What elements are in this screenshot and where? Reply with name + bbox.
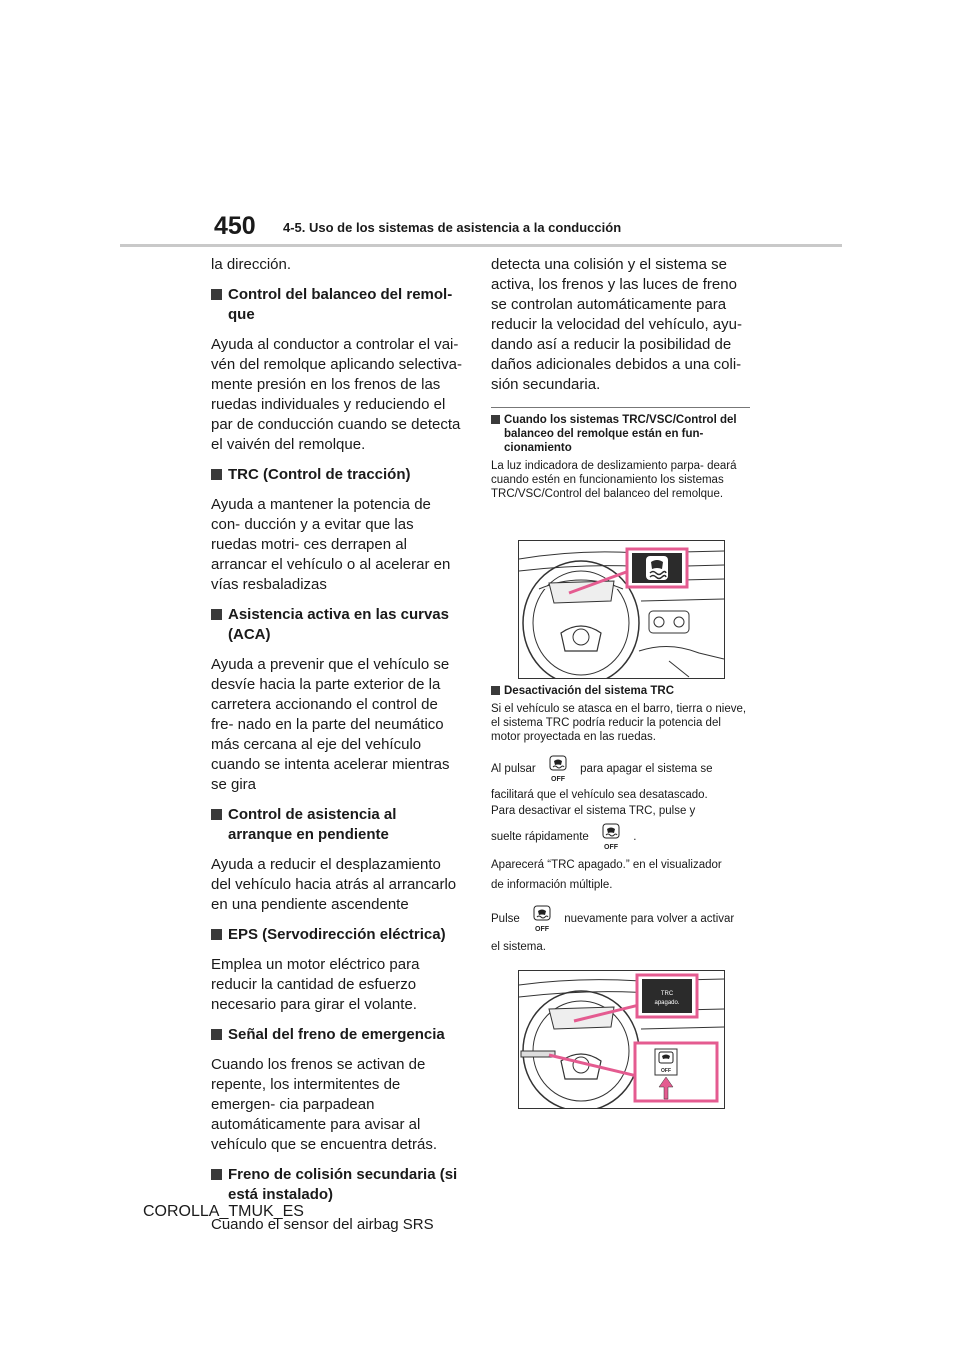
note-body: La luz indicadora de deslizamiento parpa- deará cuando estén en funcionamiento los sistemas TRC/VSC/Control del balanceo del remolque. bbox=[491, 460, 737, 500]
figure-slip-indicator bbox=[518, 540, 725, 679]
section-body: Cuando el sensor del airbag SRS bbox=[211, 1216, 434, 1233]
para-line: Para desactivar el sistema TRC, pulse y bbox=[491, 805, 696, 817]
note-heading: Cuando los sistemas TRC/VSC/Control del balanceo del remolque están en fun- cionamiento bbox=[491, 413, 753, 455]
section-heading: Control de asistencia al arranque en pendiente bbox=[211, 805, 463, 845]
section-heading: Freno de colisión secundaria (si está instalado) bbox=[211, 1165, 463, 1205]
document-code: COROLLA_TMUK_ES bbox=[143, 1203, 304, 1220]
section-heading: Control del balanceo del remol- que bbox=[211, 285, 463, 325]
section-heading: EPS (Servodirección eléctrica) bbox=[211, 925, 463, 945]
note-trc-operating bbox=[491, 413, 753, 501]
note-body: Si el vehículo se atasca en el barro, tierra o nieve, el sistema TRC podría reducir la potencia del motor proyectada en las ruedas. bbox=[491, 703, 747, 743]
pulse-line bbox=[491, 905, 734, 933]
suelte-text-before: suelte rápidamente bbox=[491, 831, 589, 844]
note-heading: Desactivación del sistema TRC bbox=[491, 684, 753, 698]
continuation-text: detecta una colisión y el sistema se activa, los frenos y las luces de freno se controlan automáticamente para reducir la velocidad del vehículo, ayu- dando así a reducir la posibilidad de daños adicionales debidos a una coli- sión secundaria. bbox=[491, 256, 742, 393]
section-heading: TRC (Control de tracción) bbox=[211, 465, 463, 485]
trc-off-button-icon bbox=[600, 823, 622, 851]
section-heading: Señal del freno de emergencia bbox=[211, 1025, 463, 1045]
figure-trc-off-display bbox=[518, 970, 725, 1109]
left-column bbox=[211, 255, 463, 1245]
section-title: 4-5. Uso de los sistemas de asistencia a la conducción bbox=[283, 220, 622, 235]
off-label: OFF bbox=[604, 844, 619, 851]
sistema-line: el sistema. bbox=[491, 941, 546, 953]
right-column-continuation bbox=[491, 255, 753, 395]
facilitara-line: facilitará que el vehículo sea desatascado. bbox=[491, 789, 708, 801]
suelte-line bbox=[491, 823, 636, 851]
section-body: Ayuda a mantener la potencia de con- ducción y a evitar que las ruedas motri- ces derrapen al arrancar el vehículo o al acelerar en vías resbaladizas bbox=[211, 496, 451, 593]
section-body: Emplea un motor eléctrico para reducir la cantidad de esfuerzo necesario para girar el volante. bbox=[211, 956, 420, 1013]
pulsar-text-before: Al pulsar bbox=[491, 763, 536, 776]
off-label: OFF bbox=[534, 926, 549, 933]
section-body: Ayuda a reducir el desplazamiento del vehículo hacia atrás al arrancarlo en una pendiente ascendente bbox=[211, 856, 457, 913]
note-trc-deactivation bbox=[491, 684, 753, 744]
display-line2: apagado. bbox=[654, 1000, 680, 1006]
pulse-text-after: nuevamente para volver a activar bbox=[564, 913, 735, 926]
note-divider bbox=[491, 407, 750, 408]
aparecera-line: Aparecerá “TRC apagado.” en el visualizador bbox=[491, 859, 722, 871]
off-label: OFF bbox=[661, 1068, 671, 1074]
section-heading: Asistencia activa en las curvas (ACA) bbox=[211, 605, 463, 645]
dashboard-illustration bbox=[519, 971, 724, 1108]
pulsar-line bbox=[491, 755, 712, 783]
dashboard-illustration bbox=[519, 541, 724, 678]
pulsar-text-after: para apagar el sistema se bbox=[580, 763, 713, 776]
trc-off-button-icon bbox=[547, 755, 569, 783]
display-line1: TRC bbox=[660, 991, 674, 997]
info-line: de información múltiple. bbox=[491, 879, 613, 891]
trc-off-button-icon bbox=[531, 905, 553, 933]
suelte-text-after: . bbox=[633, 831, 637, 844]
section-body: Cuando los frenos se activan de repente, los intermitentes de emergen- cia parpadean automáticamente para avisar al vehículo que se encuentra detrás. bbox=[211, 1056, 437, 1153]
pulse-text-before: Pulse bbox=[491, 913, 520, 926]
section-body: Ayuda a prevenir que el vehículo se desvíe hacia la parte exterior de la carretera accionando el control de fre- nado en la parte del neumático más cercana al eje del vehículo cuando se intenta acelerar mientras se gira bbox=[211, 656, 450, 793]
page-number: 450 bbox=[214, 212, 256, 240]
off-label: OFF bbox=[550, 776, 565, 783]
header-divider bbox=[120, 244, 842, 247]
section-body: Ayuda al conductor a controlar el vai- vén del remolque aplicando selectiva- mente presión en los frenos de las ruedas individuales y reduciendo el par de conducción cuando se detecta el vaivén del remolque. bbox=[211, 336, 462, 453]
intro-text: la dirección. bbox=[211, 256, 292, 273]
